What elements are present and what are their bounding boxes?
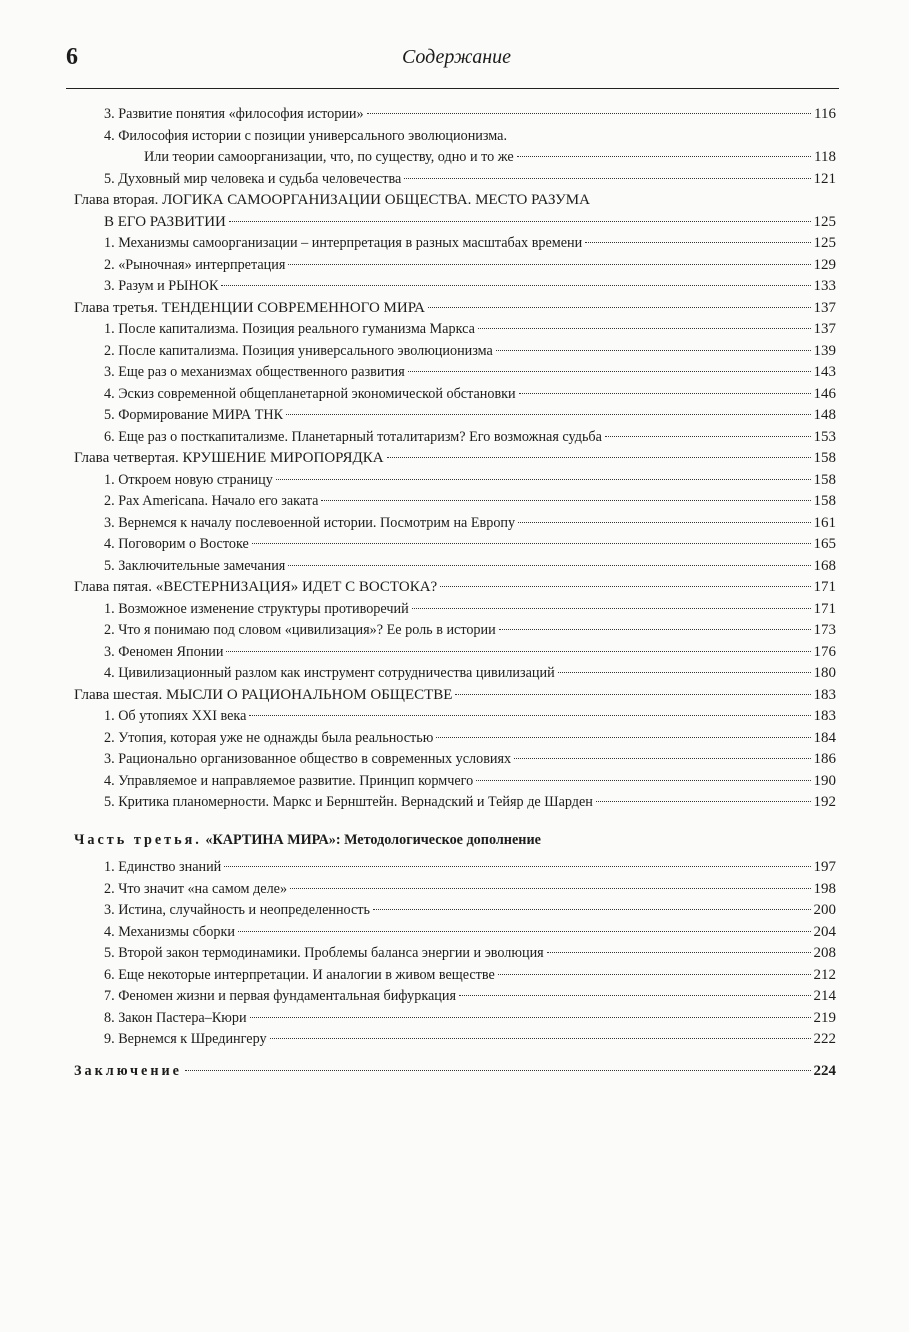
dot-leader	[367, 112, 811, 114]
toc-page-number: 137	[813, 321, 836, 337]
toc-entry	[74, 922, 836, 944]
toc-entry	[74, 965, 836, 987]
toc-page-number: 200	[813, 902, 836, 918]
toc-entry-title: 1. Единство знаний	[104, 859, 222, 875]
toc-entry	[74, 513, 836, 535]
toc-entry	[74, 599, 836, 621]
toc-entry-title: 5. Формирование МИРА ТНК	[104, 407, 284, 423]
dot-leader	[238, 930, 811, 932]
dot-leader	[499, 628, 811, 630]
toc-entry	[74, 771, 836, 793]
toc-page-number: 197	[813, 859, 836, 875]
toc-entry-title: 3. Еще раз о механизмах общественного развития	[104, 364, 405, 380]
toc-page-number: 146	[813, 385, 836, 402]
toc-entry	[74, 319, 836, 341]
toc-entry	[74, 233, 836, 255]
toc-entry-title: 3. Феномен Японии	[104, 643, 224, 660]
toc-chapter	[74, 577, 836, 599]
toc-entry	[74, 491, 836, 513]
toc-chapter	[74, 448, 836, 470]
toc-page-number: 171	[813, 579, 836, 595]
toc-entry-title: Заключение	[74, 1062, 182, 1079]
toc-page-number: 158	[813, 450, 836, 466]
toc-page-number: 121	[813, 170, 836, 187]
toc-entry	[74, 147, 836, 169]
toc-entry	[74, 341, 836, 363]
running-title: Содержание	[401, 46, 512, 68]
toc-page-number: 161	[813, 514, 836, 531]
toc-entry-title: 9. Вернемся к Шредингеру	[104, 1031, 267, 1047]
part-label: Часть третья.	[74, 831, 202, 848]
dot-leader	[221, 284, 810, 286]
dot-leader	[478, 327, 811, 329]
toc-entry	[74, 879, 836, 901]
toc-entry-title: 7. Феномен жизни и первая фундаментальная бифуркация	[104, 988, 456, 1004]
toc-entry-title: 4. Механизмы сборки	[104, 923, 235, 940]
toc-entry-title: Глава третья. ТЕНДЕНЦИИ СОВРЕМЕННОГО МИРА	[74, 299, 425, 316]
dot-leader	[249, 714, 810, 716]
toc-page-number: 183	[813, 686, 836, 703]
toc-page-number: 158	[813, 493, 836, 509]
toc-entry	[74, 1029, 836, 1051]
toc-entry-title: 4. Цивилизационный разлом как инструмент сотрудничества цивилизаций	[104, 665, 555, 681]
toc-entry-title: 1. Возможное изменение структуры противоречий	[104, 600, 409, 617]
toc-entry-title: 6. Еще некоторые интерпретации. И аналогии в живом веществе	[104, 966, 495, 983]
dot-leader	[455, 693, 810, 695]
toc-entry-title: Глава четвертая. КРУШЕНИЕ МИРОПОРЯДКА	[74, 450, 384, 466]
toc-entry-title: 3. Вернемся к началу послевоенной истории. Посмотрим на Европу	[104, 514, 516, 531]
toc-page-number: 125	[813, 213, 836, 230]
toc-page-number: 118	[814, 149, 836, 165]
toc-entry	[74, 943, 836, 965]
toc-entry-title: 6. Еще раз о посткапитализме. Планетарный тоталитаризм? Его возможная судьба	[104, 428, 602, 445]
toc-entry-title: 3. Развитие понятия «философия истории»	[104, 106, 364, 122]
toc-page-number: 129	[813, 256, 836, 273]
toc-entry-title: 2. Pax Americana. Начало его заката	[104, 493, 319, 509]
toc-entry-title: 1. После капитализма. Позиция реального гуманизма Маркса	[104, 321, 475, 337]
dot-leader	[496, 349, 811, 351]
toc-entry-title: 1. Откроем новую страницу	[104, 471, 273, 488]
toc-page-number: 125	[813, 235, 836, 251]
toc-chapter	[74, 685, 836, 707]
dot-leader	[224, 865, 810, 867]
toc-entry	[74, 427, 836, 449]
toc-entry-title: 4. Философия истории с позиции универсального эволюционизма.	[104, 127, 508, 144]
toc-entry	[74, 255, 836, 277]
dot-leader	[321, 499, 810, 501]
toc-chapter	[74, 190, 836, 212]
toc-chapter	[74, 212, 836, 234]
toc-entry-title	[74, 830, 541, 852]
toc-chapter	[74, 298, 836, 320]
toc-page-number: 165	[813, 536, 836, 552]
dot-leader	[252, 542, 811, 544]
toc-page-number: 176	[813, 643, 836, 660]
dot-leader	[476, 779, 810, 781]
dot-leader	[387, 456, 811, 458]
dot-leader	[286, 413, 810, 415]
toc-entry-title: 8. Закон Пастера–Кюри	[104, 1009, 247, 1026]
toc-entry-title: 5. Второй закон термодинамики. Проблемы баланса энергии и эволюция	[104, 945, 544, 961]
dot-leader	[428, 306, 811, 308]
toc-entry-title: Глава пятая. «ВЕСТЕРНИЗАЦИЯ» ИДЕТ С ВОСТОКА?	[74, 579, 438, 595]
dot-leader	[250, 1016, 811, 1018]
dot-leader	[517, 155, 811, 157]
dot-leader	[290, 887, 810, 889]
toc-page-number: 183	[813, 708, 836, 724]
toc-page-number: 192	[813, 794, 836, 810]
toc-entry	[74, 857, 836, 879]
running-title-wrap	[0, 46, 909, 69]
toc-entry	[74, 169, 836, 191]
toc-entry-title: 4. Эскиз современной общепланетарной экономической обстановки	[104, 385, 516, 402]
toc-entry-title: 1. Механизмы самоорганизации – интерпретация в разных масштабах времени	[104, 235, 583, 251]
toc-entry-title: 5. Заключительные замечания	[104, 557, 286, 574]
toc-entry-title: Глава вторая. ЛОГИКА САМООРГАНИЗАЦИИ ОБЩЕСТВА. МЕСТО РАЗУМА	[74, 192, 590, 208]
toc-page-number: 143	[813, 364, 836, 380]
toc-entry-title: 2. «Рыночная» интерпретация	[104, 256, 286, 273]
toc-page-number: 212	[813, 966, 836, 983]
dot-leader	[459, 994, 811, 996]
dot-leader	[547, 951, 811, 953]
toc-entry	[74, 362, 836, 384]
toc-page-number: 139	[813, 342, 836, 359]
toc-entry-title: 1. Об утопиях XXI века	[104, 708, 247, 724]
toc-entry	[74, 470, 836, 492]
toc-page-number: 204	[813, 923, 836, 940]
toc-page-number: 180	[813, 665, 836, 681]
dot-leader	[518, 521, 810, 523]
toc-page-number: 171	[813, 600, 836, 617]
toc-entry-title: 5. Духовный мир человека и судьба человечества	[104, 170, 402, 187]
toc-entry-title: 2. Что я понимаю под словом «цивилизация»? Ее роль в истории	[104, 622, 496, 638]
toc-part	[74, 830, 836, 852]
toc-entry	[74, 728, 836, 750]
toc-page-number: 137	[813, 299, 836, 316]
toc-page-number: 198	[813, 880, 836, 897]
dot-leader	[226, 650, 810, 652]
dot-leader	[514, 757, 810, 759]
dot-leader	[288, 263, 810, 265]
dot-leader	[498, 973, 811, 975]
toc-entry	[74, 792, 836, 814]
toc-page-number: 186	[813, 751, 836, 767]
toc-page-number: 153	[813, 428, 836, 445]
dot-leader	[373, 908, 811, 910]
toc-page-number: 116	[814, 106, 836, 122]
toc-page-number: 190	[813, 772, 836, 789]
toc-entry-title: 4. Управляемое и направляемое развитие. Принцип кормчего	[104, 772, 474, 789]
dot-leader	[596, 800, 811, 802]
toc-entry	[74, 126, 836, 148]
toc-page-number: 184	[813, 729, 836, 746]
dot-leader	[288, 564, 810, 566]
toc-page-number: 219	[813, 1009, 836, 1026]
page-number: 6	[66, 44, 78, 70]
toc-page-number: 173	[813, 622, 836, 638]
toc-entry-title: 2. Утопия, которая уже не однажды была реальностью	[104, 729, 434, 746]
toc-entry	[74, 276, 836, 298]
toc-entry-title: 5. Критика планомерности. Маркс и Бернштейн. Вернадский и Тейяр де Шарден	[104, 794, 593, 810]
toc-entry	[74, 986, 836, 1008]
toc-entry-title: Или теории самоорганизации, что, по существу, одно и то же	[144, 149, 514, 165]
header-rule	[66, 88, 839, 89]
toc-entry	[74, 556, 836, 578]
toc-page-number: 224	[813, 1062, 836, 1079]
dot-leader	[412, 607, 811, 609]
dot-leader	[605, 435, 811, 437]
toc-page-number: 148	[813, 407, 836, 423]
toc-conclusion	[74, 1061, 836, 1083]
toc-entry-title: 2. После капитализма. Позиция универсального эволюционизма	[104, 342, 493, 359]
dot-leader	[558, 671, 811, 673]
dot-leader	[408, 370, 811, 372]
toc-page-number: 168	[813, 557, 836, 574]
dot-leader	[404, 177, 810, 179]
toc-entry-title: 3. Разум и РЫНОК	[104, 278, 219, 294]
toc-entry	[74, 749, 836, 771]
toc-entry	[74, 534, 836, 556]
toc-entry-title: 3. Истина, случайность и неопределенность	[104, 902, 370, 918]
toc-entry	[74, 405, 836, 427]
toc-entry	[74, 620, 836, 642]
dot-leader	[436, 736, 810, 738]
toc-page-number: 158	[813, 471, 836, 488]
toc-entry	[74, 1008, 836, 1030]
toc-entry	[74, 663, 836, 685]
toc-page-number: 208	[813, 945, 836, 961]
dot-leader	[585, 241, 810, 243]
toc-page-number: 133	[813, 278, 836, 294]
toc-entry	[74, 706, 836, 728]
toc-entry-title: Глава шестая. МЫСЛИ О РАЦИОНАЛЬНОМ ОБЩЕСТВЕ	[74, 686, 453, 703]
toc-entry-title: В ЕГО РАЗВИТИИ	[104, 213, 226, 230]
toc-page-number: 214	[813, 988, 836, 1004]
toc-entry	[74, 384, 836, 406]
dot-leader	[229, 220, 811, 222]
part-title: «КАРТИНА МИРА»: Методологическое дополнение	[201, 831, 541, 848]
dot-leader	[276, 478, 811, 480]
table-of-contents	[74, 104, 836, 1082]
toc-entry	[74, 642, 836, 664]
toc-page-number: 222	[813, 1031, 836, 1047]
toc-entry	[74, 900, 836, 922]
dot-leader	[440, 585, 810, 587]
toc-entry	[74, 104, 836, 126]
dot-leader	[185, 1069, 811, 1071]
toc-entry-title: 4. Поговорим о Востоке	[104, 536, 249, 552]
dot-leader	[270, 1037, 811, 1039]
dot-leader	[519, 392, 811, 394]
toc-entry-title: 2. Что значит «на самом деле»	[104, 880, 288, 897]
toc-entry-title: 3. Рационально организованное общество в современных условиях	[104, 751, 512, 767]
